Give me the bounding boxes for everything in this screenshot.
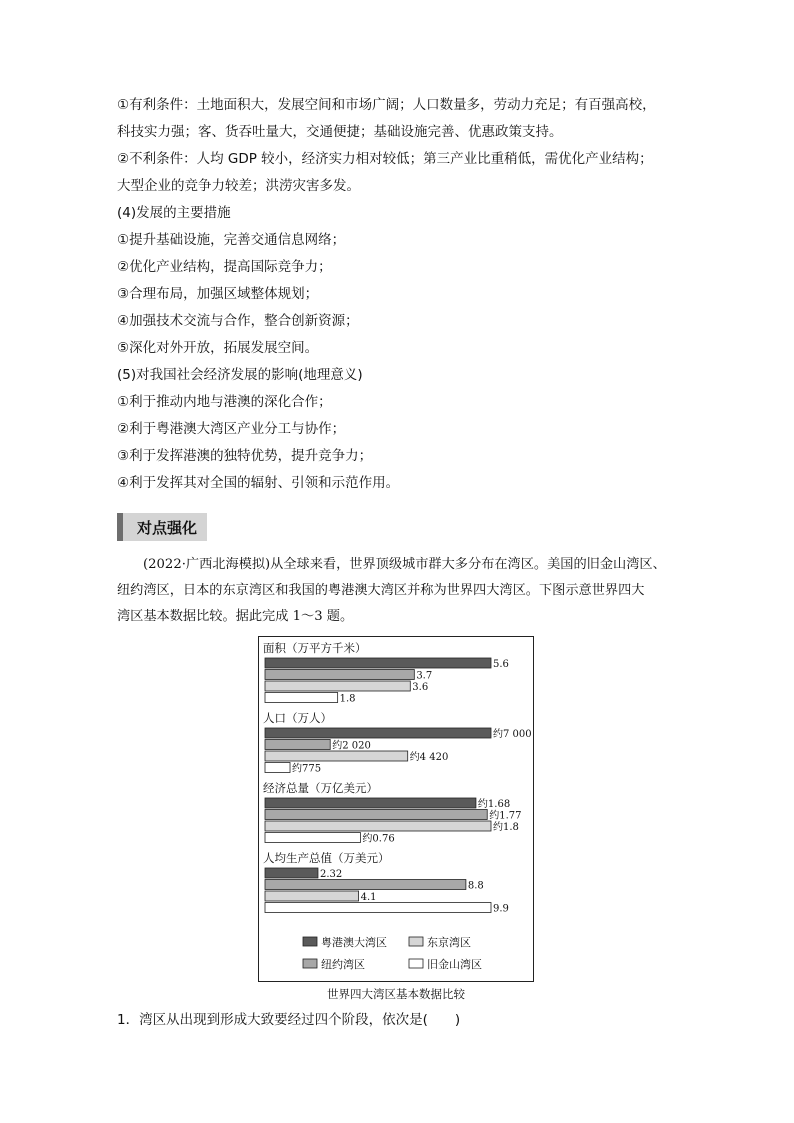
content-line: ②不利条件：人均 GDP 较小，经济实力相对较低；第三产业比重稍低，需优化产业结构； (117, 151, 653, 167)
bar-label: 2.32 (319, 869, 343, 880)
legend-label: 旧金山湾区 (427, 958, 482, 971)
bar-label: 约1.77 (489, 810, 522, 822)
panel-title: 人均生产总值（万美元） (263, 851, 390, 865)
bar-label: 3.6 (412, 682, 429, 693)
bar-label: 约0.76 (362, 833, 395, 845)
legend-label: 粤港澳大湾区 (321, 936, 387, 949)
bar-label: 3.7 (416, 670, 433, 682)
bar-label: 约2 020 (332, 740, 371, 752)
bar (265, 903, 491, 913)
bar-label: 9.9 (493, 903, 509, 915)
section-header (117, 513, 207, 541)
bar (265, 670, 414, 680)
bar (265, 728, 491, 738)
legend-swatch (409, 937, 423, 946)
panel-title: 人口（万人） (263, 711, 332, 725)
bar (265, 810, 487, 820)
bar (265, 740, 330, 750)
chart-caption: 世界四大湾区基本数据比较 (327, 987, 465, 1001)
intro-line: 纽约湾区，日本的东京湾区和我国的粤港澳大湾区并称为世界四大湾区。下图示意世界四大 (117, 583, 645, 598)
panel-title: 经济总量（万亿美元） (263, 781, 378, 795)
intro-line: (2022·广西北海模拟)从全球来看，世界顶级城市群大多分布在湾区。美国的旧金山湾区、 (143, 557, 666, 572)
question-1: 1．湾区从出现到形成大致要经过四个阶段，依次是( ) (117, 1012, 461, 1028)
content-line: 大型企业的竞争力较差；洪涝灾害多发。 (117, 178, 360, 194)
bar (265, 658, 491, 668)
legend-label: 纽约湾区 (321, 958, 365, 971)
bar-label: 约4 420 (409, 752, 449, 763)
bar (265, 751, 408, 761)
bay-area-chart (258, 636, 534, 982)
content-line: ①利于推动内地与港澳的深化合作； (117, 394, 332, 410)
bar (265, 693, 338, 703)
bar-label: 约1.68 (477, 799, 511, 810)
legend-swatch (303, 937, 317, 946)
bar (265, 681, 410, 691)
bar (265, 880, 466, 890)
bar (265, 798, 476, 808)
bar-label: 约7 000 (493, 729, 532, 740)
content-line: ⑤深化对外开放，拓展发展空间。 (117, 340, 319, 356)
section-title: 对点强化 (137, 519, 198, 537)
content-line: ②优化产业结构，提高国际竞争力； (117, 259, 332, 275)
content-line: (5)对我国社会经济发展的影响(地理意义) (117, 367, 363, 383)
bar (265, 891, 359, 901)
legend-swatch (303, 959, 317, 968)
content-line: ③利于发挥港澳的独特优势，提升竞争力； (117, 448, 373, 464)
content-line: ①提升基础设施，完善交通信息网络； (117, 232, 346, 248)
bar-label: 约775 (292, 763, 322, 775)
content-line: ②利于粤港澳大湾区产业分工与协作； (117, 421, 346, 437)
bar-label: 1.8 (339, 693, 356, 705)
content-line: ①有利条件：土地面积大，发展空间和市场广阔；人口数量多，劳动力充足；有百强高校， (117, 97, 656, 113)
content-line: (4)发展的主要措施 (117, 205, 231, 221)
legend-label: 东京湾区 (427, 936, 471, 949)
bar-label: 约1.8 (493, 822, 519, 833)
bar (265, 833, 360, 843)
content-line: ③合理布局，加强区域整体规划； (117, 286, 319, 302)
panel-title: 面积（万平方千米） (263, 641, 367, 655)
content-line: ④加强技术交流与合作，整合创新资源； (117, 313, 359, 329)
content-line: 科技实力强；客、货吞吐量大，交通便捷；基础设施完善、优惠政策支持。 (117, 124, 563, 140)
content-line: ④利于发挥其对全国的辐射、引领和示范作用。 (117, 475, 400, 491)
bar (265, 821, 491, 831)
bar-label: 5.6 (493, 659, 509, 670)
bar (265, 763, 290, 773)
chart-canvas (259, 637, 533, 981)
legend-swatch (409, 959, 423, 968)
bar (265, 868, 318, 878)
bar-label: 4.1 (360, 892, 377, 903)
intro-line: 湾区基本数据比较。据此完成 1～3 题。 (117, 609, 354, 624)
bar-label: 8.8 (467, 880, 484, 892)
